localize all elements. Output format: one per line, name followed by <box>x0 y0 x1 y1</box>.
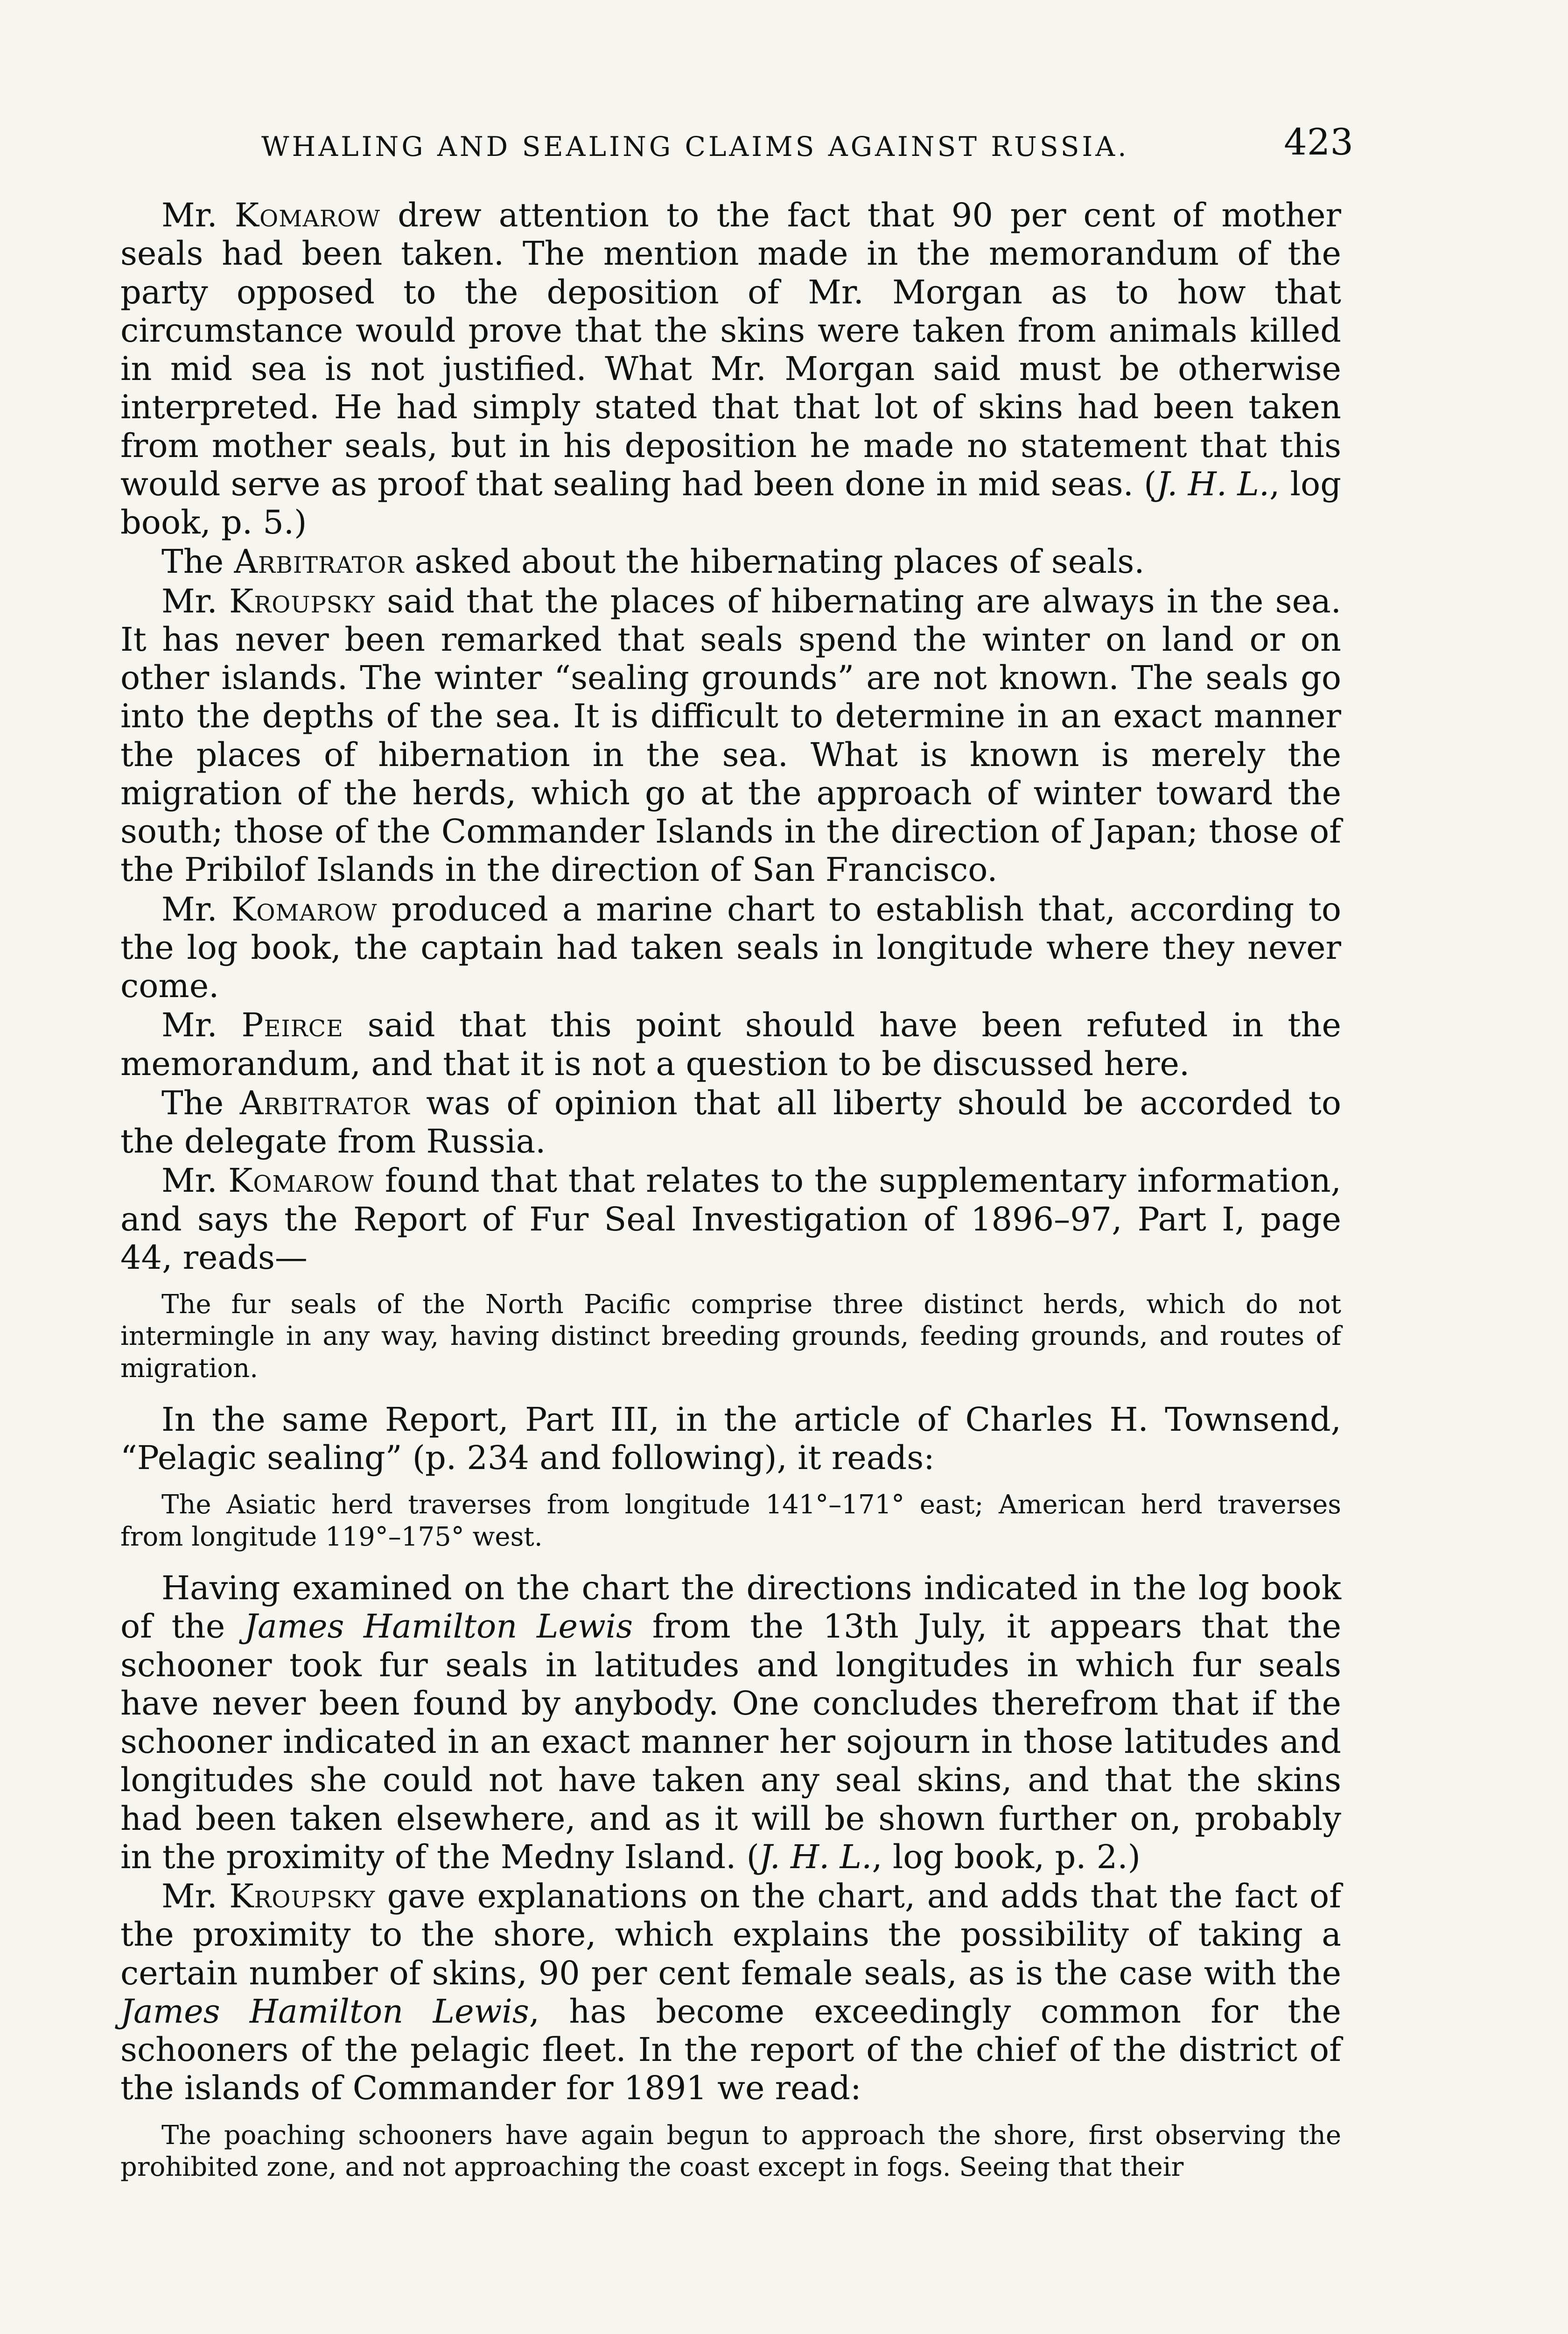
page-header <box>121 121 1353 168</box>
speaker-name: Kroupsky <box>229 1877 376 1916</box>
speaker-name: Arbitrator <box>239 1083 410 1122</box>
citation-tail: , log book, p. 5.) <box>120 464 1342 541</box>
paragraph-peirce <box>120 1006 1341 1083</box>
block-quote-poaching: The poaching schooners have again begun to approach the shore, first observing the prohibited zone, and not approaching the coast except in fogs. Seeing that their <box>120 2120 1341 2182</box>
paragraph-text: drew attention to the fact that 90 per cent of mother seals had been taken. The mention made in the memorandum of the party opposed to the deposition of Mr. Morgan as to how that circumstance would prove that the skins were taken from animals killed in mid sea is not justified. What Mr. Morgan said must be otherwise interpreted. He had simply stated that that lot of skins had been taken from mother seals, but in his deposition he made no statement that this would serve as proof that sealing had been done in mid seas. ( <box>120 196 1341 503</box>
speaker-name: Komarow <box>231 890 378 928</box>
running-title: WHALING AND SEALING CLAIMS AGAINST RUSSIA. <box>261 131 1129 162</box>
title-prefix: Mr. <box>161 1161 217 1200</box>
article-prefix: The <box>161 1083 224 1122</box>
block-quote-three-herds: The fur seals of the North Pacific comprise three distinct herds, which do not intermingle in any way, having distinct breeding grounds, feeding grounds, and routes of migration. <box>120 1289 1341 1384</box>
paragraph-komarow-chart <box>120 890 1341 1005</box>
paragraph-text: asked about the hibernating places of seals. <box>414 542 1145 581</box>
paragraph-arbitrator-liberty <box>120 1084 1341 1161</box>
block-quote-longitudes: The Asiatic herd traverses from longitude 141°–171° east; American herd traverses from longitude 119°–175° west. <box>120 1490 1341 1552</box>
citation: J. H. L. <box>759 1837 872 1876</box>
paragraph-kroupsky-hibernation <box>120 582 1341 889</box>
page-number: 423 <box>1284 121 1353 163</box>
paragraph-text: , has become exceedingly common for the schooners of the pelagic fleet. In the report of the chief of the district of the islands of Commander for 1891 we read: <box>120 1992 1341 2108</box>
paragraph-text: said that this point should have been refuted in the memorandum, and that it is not a question to be discussed here. <box>120 1006 1341 1083</box>
title-prefix: Mr. <box>161 582 217 620</box>
paragraph-text: said that the places of hibernating are always in the sea. It has never been remarked that seals spend the winter on land or on other islands. The winter “sealing grounds” are not known. The seals go into the depths of the sea. It is difficult to determine in an exact manner the places of hibernation in the sea. What is known is merely the migration of the herds, which go at the approach of winter toward the south; those of the Commander Islands in the direction of Japan; those of the Pribilof Islands in the direction of San Francisco. <box>120 582 1341 889</box>
paragraph-text: from the 13th July, it appears that the schooner took fur seals in latitudes and longitudes in which fur seals have never been found by anybody. One concludes therefrom that if the schooner indicated in an exact manner her sojourn in those latitudes and longitudes she could not have taken any seal skins, and that the skins had been taken elsewhere, and as it will be shown further on, probably in the proximity of the Medny Island. ( <box>120 1607 1341 1876</box>
paragraph-townsend-report: In the same Report, Part III, in the article of Charles H. Townsend, “Pelagic sealing” (p. 234 and following), it reads: <box>120 1400 1341 1477</box>
page-body <box>120 196 1341 2199</box>
speaker-name: Peirce <box>241 1006 343 1045</box>
citation: J. H. L. <box>1156 464 1270 503</box>
article-prefix: The <box>161 542 224 581</box>
title-prefix: Mr. <box>161 890 217 928</box>
speaker-name: Kroupsky <box>229 582 375 620</box>
title-prefix: Mr. <box>161 196 217 234</box>
speaker-name: Komarow <box>228 1161 374 1200</box>
speaker-name: Arbitrator <box>234 542 405 581</box>
paragraph-text: found that that relates to the supplementary information, and says the Report of Fur Seal Investigation of 1896–97, Part I, page 44, reads— <box>120 1161 1341 1277</box>
paragraph-text: was of opinion that all liberty should be accorded to the delegate from Russia. <box>120 1083 1341 1160</box>
paragraph-text: Having examined on the chart the directions indicated in the log book of the <box>120 1569 1341 1646</box>
ship-name: James Hamilton Lewis <box>120 1992 529 2031</box>
title-prefix: Mr. <box>161 1006 217 1045</box>
paragraph-text: produced a marine chart to establish that, according to the log book, the captain had taken seals in longitude where they never come. <box>120 890 1341 1005</box>
paragraph-text: gave explanations on the chart, and adds that the fact of the proximity to the shore, which explains the possibility of taking a certain number of skins, 90 per cent female seals, as is the case with the <box>120 1877 1341 1992</box>
ship-name: James Hamilton Lewis <box>244 1607 633 1646</box>
paragraph-kroupsky-chart <box>120 1877 1341 2108</box>
citation-tail: , log book, p. 2.) <box>872 1837 1141 1876</box>
speaker-name: Komarow <box>234 196 381 234</box>
paragraph-log-book-analysis <box>120 1569 1341 1876</box>
paragraph-arbitrator-hibernating <box>120 542 1341 581</box>
title-prefix: Mr. <box>161 1877 217 1916</box>
paragraph-komarow-mother-seals <box>120 196 1341 541</box>
paragraph-komarow-report <box>120 1161 1341 1277</box>
